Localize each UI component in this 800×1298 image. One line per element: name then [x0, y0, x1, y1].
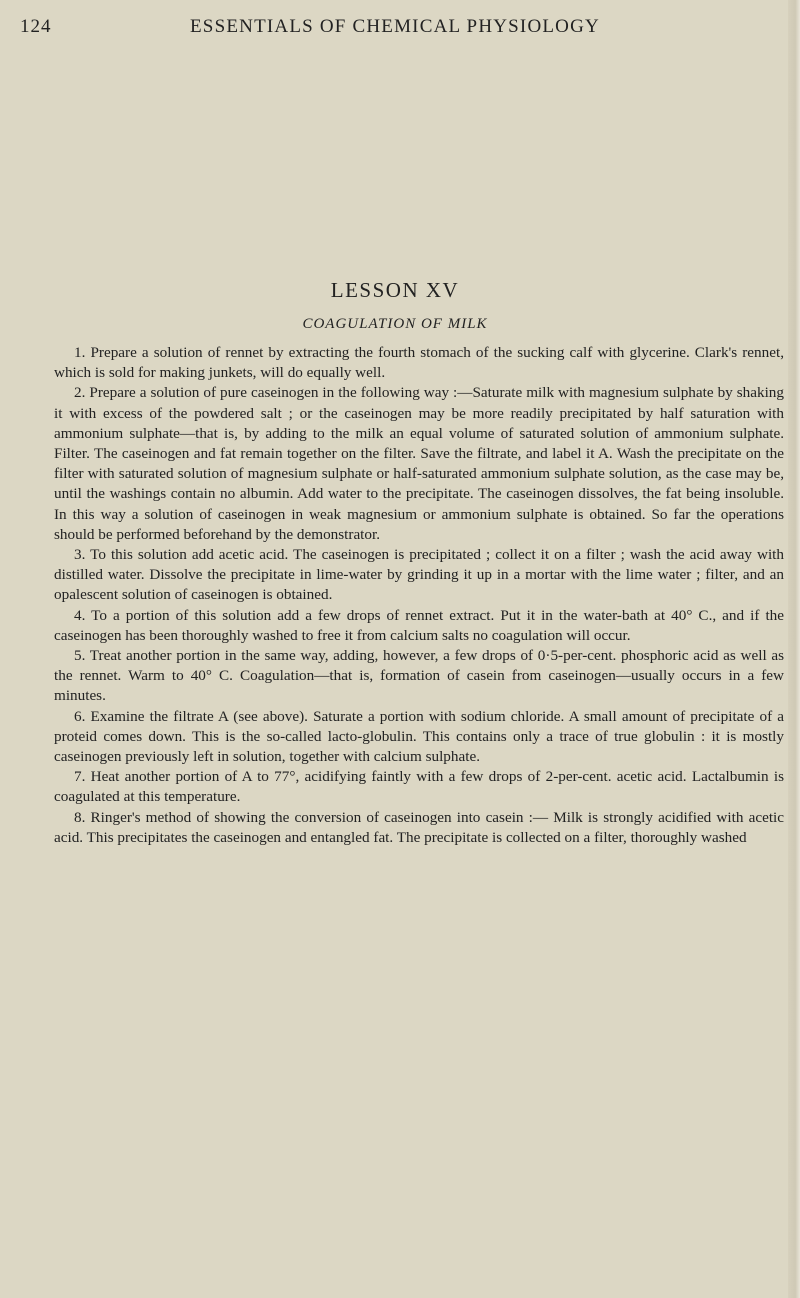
paragraph-7: 7. Heat another portion of A to 77°, acidifying faintly with a few drops of 2-per-cent. acetic acid. Lactalbumin is coagulated at this temperature. — [54, 768, 784, 806]
lesson-body — [54, 343, 784, 848]
paragraph-1: 1. Prepare a solution of rennet by extracting the fourth stomach of the sucking calf with glycerine. Clark's rennet, which is sold for making junkets, will do equally well. — [54, 344, 784, 382]
lesson-subtitle: COAGULATION OF MILK — [302, 316, 488, 332]
page-edge-shadow — [788, 0, 800, 1298]
paragraph-8: 8. Ringer's method of showing the conversion of caseinogen into casein :— Milk is strongly acidified with acetic acid. This precipitates the caseinogen and entangled fat. The precipitate is collected on a filter, thoroughly washed — [54, 808, 784, 846]
paragraph-5: 5. Treat another portion in the same way, adding, however, a few drops of 0·5-per-cent. phosphoric acid as well as the rennet. Warm to 40° C. Coagulation—that is, formation of casein from caseinogen—usually occurs in a few minutes. — [54, 647, 784, 705]
paragraph-4: 4. To a portion of this solution add a few drops of rennet extract. Put it in the water-bath at 40° C., and if the caseinogen has been thoroughly washed to free it from calcium salts no coagulation will occur. — [54, 606, 784, 644]
lesson-title: LESSON XV — [330, 278, 460, 302]
running-header — [0, 16, 790, 46]
page-number: 124 — [20, 16, 52, 37]
paragraph-2: 2. Prepare a solution of pure caseinogen in the following way :—Saturate milk with magnesium sulphate by shaking it with excess of the powdered salt ; or the caseinogen may be more readily precipitated by half saturation with ammonium sulphate—that is, by adding to the milk an equal volume of saturated solution of ammonium sulphate. Filter. The caseinogen and fat remain together on the filter. Save the filtrate, and label it A. Wash the precipitate on the filter with saturated solution of magnesium sulphate or half-saturated ammonium sulphate solution, as the case may be, until the washings contain no albumin. Add water to the precipitate. The caseinogen dissolves, the fat being insoluble. In this way a solution of caseinogen in weak magnesium or ammonium sulphate is obtained. So far the operations should be performed beforehand by the demonstrator. — [54, 384, 784, 543]
running-title: ESSENTIALS OF CHEMICAL PHYSIOLOGY — [190, 16, 600, 37]
paragraph-3: 3. To this solution add acetic acid. The caseinogen is precipitated ; collect it on a filter ; wash the acid away with distilled water. Dissolve the precipitate in lime-water by grinding it up in a mortar with the lime water ; filter, and an opalescent solution of caseinogen is obtained. — [54, 546, 784, 604]
paragraph-6: 6. Examine the filtrate A (see above). Saturate a portion with sodium chloride. A small amount of precipitate of a proteid comes down. This is the so-called lacto-globulin. This contains only a trace of true globulin : it is mostly caseinogen previously left in solution, together with calcium sulphate. — [54, 707, 784, 766]
